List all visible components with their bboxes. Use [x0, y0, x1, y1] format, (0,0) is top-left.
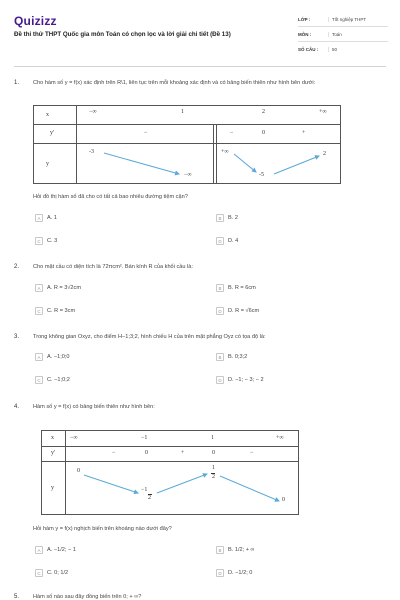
table-y-value: 0	[282, 497, 285, 503]
question-prompt: Hỏi hàm y = f(x) nghịch biến trên khoảng nào dưới đây?	[33, 526, 172, 532]
answer-option[interactable]	[216, 237, 238, 245]
table-yp-sign: −	[250, 450, 254, 456]
question-text: Cho mặt cầu có diện tích là 72πcm². Bán kính R của khối cầu là:	[33, 264, 193, 270]
table-x-label: x	[46, 112, 49, 118]
question-number: 3.	[14, 334, 20, 340]
table-x-value: +∞	[319, 109, 327, 115]
question-text: Hàm số y = f(x) có bảng biến thiên như hình bên:	[33, 404, 155, 410]
option-text: D. R = √6cm	[228, 308, 260, 314]
table-yp-sign: −	[144, 130, 148, 136]
option-letter: C	[35, 307, 43, 315]
option-text: C. −1;0;2	[47, 377, 70, 383]
variation-arrows	[42, 431, 300, 516]
option-text: D. −1/2; 0	[228, 570, 253, 576]
table-y-value: 2	[148, 495, 151, 501]
answer-option[interactable]	[35, 546, 76, 554]
option-letter: A	[35, 284, 43, 292]
option-text: D. −1; − 3; − 2	[228, 377, 264, 383]
page-title: Đề thi thử THPT Quốc gia môn Toán có chọn lọc và lời giải chi tiết (Đề 13)	[14, 31, 231, 38]
option-text: C. 0; 1/2	[47, 570, 69, 576]
table-yp-sign: +	[181, 450, 185, 456]
meta-row-subject	[298, 27, 388, 42]
table-x-value: 1	[181, 109, 184, 115]
option-letter: D	[216, 307, 224, 315]
table-y-value: −∞	[184, 172, 192, 178]
option-letter: B	[216, 546, 224, 554]
answer-option[interactable]	[35, 569, 68, 577]
table-x-value: 2	[262, 109, 265, 115]
question-number: 4.	[14, 404, 20, 410]
question-number: 1.	[14, 80, 20, 86]
meta-row-count	[298, 42, 388, 57]
table-yp-sign: 0	[145, 450, 148, 456]
question-text: Cho hàm số y = f(x) xác định trên R\1, liên tục trên mỗi khoảng xác định và có bảng biến thiên như hình bên dưới:	[33, 80, 316, 86]
option-letter: C	[35, 569, 43, 577]
option-text: A. R = 3√2cm	[47, 285, 82, 291]
option-text: C. 3	[47, 238, 58, 244]
answer-option[interactable]	[35, 353, 70, 361]
option-letter: C	[35, 376, 43, 384]
table-x-value: −∞	[70, 435, 78, 441]
table-y-value: 1	[212, 465, 215, 471]
answer-option[interactable]	[216, 353, 247, 361]
meta-key: SỐ CÂU :	[298, 47, 319, 52]
option-letter: A	[35, 214, 43, 222]
option-letter: A	[35, 546, 43, 554]
answer-option[interactable]	[216, 546, 255, 554]
question-prompt: Hỏi đồ thị hàm số đã cho có tất cả bao nhiêu đường tiệm cận?	[33, 194, 188, 200]
option-letter: D	[216, 237, 224, 245]
answer-option[interactable]	[216, 376, 264, 384]
table-x-value: −∞	[89, 109, 97, 115]
meta-value: Toán	[328, 32, 388, 37]
option-letter: B	[216, 353, 224, 361]
option-text: A. 1	[47, 215, 57, 221]
table-yp-sign: 0	[262, 130, 265, 136]
table-x-label: x	[51, 435, 54, 441]
meta-value: Tốt nghiệp THPT	[328, 17, 388, 22]
option-text: B. 0;3;2	[228, 354, 248, 360]
meta-row-class	[298, 12, 388, 27]
answer-option[interactable]	[216, 569, 252, 577]
table-x-value: −1	[141, 435, 148, 441]
table-y-value: 2	[212, 474, 215, 480]
question-number: 5.	[14, 594, 20, 600]
option-text: A. −1/2; − 1	[47, 547, 76, 553]
option-text: B. 2	[228, 215, 238, 221]
option-letter: D	[216, 569, 224, 577]
answer-option[interactable]	[35, 214, 57, 222]
table-yp-sign: −	[112, 450, 116, 456]
option-text: A. −1;0;0	[47, 354, 70, 360]
answer-option[interactable]	[216, 284, 256, 292]
meta-panel	[298, 12, 388, 57]
option-letter: A	[35, 353, 43, 361]
table-y-label: y	[46, 161, 49, 167]
option-letter: C	[35, 237, 43, 245]
option-text: D. 4	[228, 238, 239, 244]
quizizz-logo: Quizizz	[14, 14, 57, 28]
question-text: Hàm số nào sau đây đồng biến trên 0; + ∞?	[33, 594, 142, 600]
table-y-value: −1	[141, 487, 148, 493]
answer-option[interactable]	[35, 307, 75, 315]
meta-value: 50	[328, 47, 388, 52]
option-letter: B	[216, 284, 224, 292]
answer-option[interactable]	[216, 214, 238, 222]
question-number: 2.	[14, 264, 20, 270]
option-text: B. 1/2; + ∞	[228, 547, 255, 553]
table-yp-sign: 0	[212, 450, 215, 456]
answer-option[interactable]	[216, 307, 259, 315]
variation-table-1	[33, 105, 341, 184]
variation-table-4	[41, 430, 299, 515]
variation-arrows	[34, 106, 342, 185]
question-text: Trong không gian Oxyz, cho điểm H−1;3;2, hình chiếu H của trên mặt phẳng Oyz có tọa độ là:	[33, 334, 266, 340]
table-y-value: 2	[323, 151, 326, 157]
answer-option[interactable]	[35, 237, 57, 245]
option-letter: B	[216, 214, 224, 222]
option-text: B. R = 6cm	[228, 285, 256, 291]
table-yp-sign: −	[230, 130, 234, 136]
answer-option[interactable]	[35, 284, 81, 292]
table-y-value: +∞	[221, 149, 229, 155]
table-x-value: +∞	[276, 435, 284, 441]
table-y-value: 0	[77, 468, 80, 474]
header-divider	[14, 66, 386, 67]
table-x-value: 1	[211, 435, 214, 441]
option-text: C. R = 3cm	[47, 308, 76, 314]
meta-key: MÔN :	[298, 31, 312, 37]
table-y-label: y	[51, 485, 54, 491]
table-yp-label: y'	[51, 450, 56, 456]
table-y-value: -3	[89, 149, 94, 155]
table-yp-sign: +	[302, 130, 306, 136]
table-y-value: -5	[259, 172, 264, 178]
table-yp-label: y'	[50, 130, 55, 136]
option-letter: D	[216, 376, 224, 384]
meta-key: LỚP :	[298, 16, 311, 22]
answer-option[interactable]	[35, 376, 70, 384]
